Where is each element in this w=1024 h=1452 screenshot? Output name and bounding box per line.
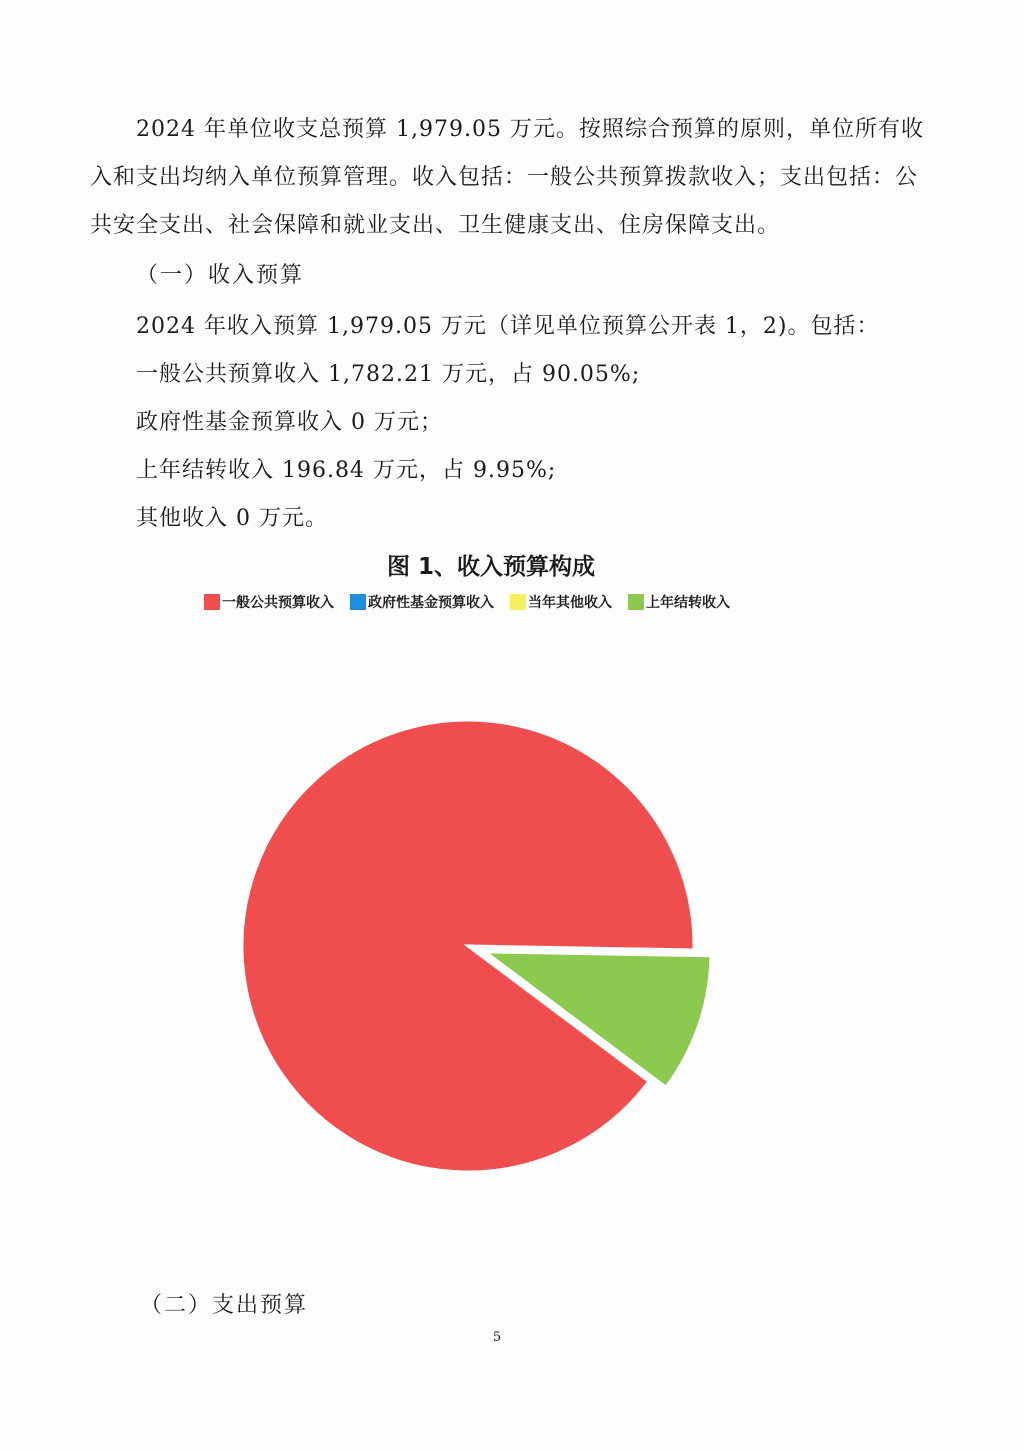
legend-label-general-budget: 一般公共预算收入	[222, 595, 334, 611]
expense-section-heading: （二）支出预算	[140, 1293, 309, 1318]
income-line-total: 2024 年收入预算 1,979.05 万元（详见单位预算公开表 1，2)。包括：	[136, 314, 880, 339]
income-line-other: 其他收入 0 万元。	[136, 506, 328, 531]
legend-label-carryover: 上年结转收入	[646, 595, 730, 611]
chart-title: 图 1、收入预算构成	[386, 554, 595, 580]
pie-slice-general-budget	[242, 720, 694, 1172]
income-line-carryover: 上年结转收入 196.84 万元，占 9.95%;	[136, 458, 557, 483]
income-line-government-fund: 政府性基金预算收入 0 万元；	[136, 410, 443, 435]
page-number: 5	[492, 1330, 502, 1345]
legend-label-government-fund: 政府性基金预算收入	[368, 595, 494, 611]
intro-paragraph: 2024 年单位收支总预算 1,979.05 万元。按照综合预算的原则，单位所有收入和支出均纳入单位预算管理。收入包括：一般公共预算拨款收入；支出包括：公共安全支出、社会保障和就业支出、卫生健康支出、住房保障支出。	[90, 117, 924, 238]
legend-label-other-income: 当年其他收入	[528, 595, 612, 611]
income-line-general-budget: 一般公共预算收入 1,782.21 万元，占 90.05%;	[136, 362, 641, 387]
income-section-heading: （一）收入预算	[136, 263, 305, 288]
